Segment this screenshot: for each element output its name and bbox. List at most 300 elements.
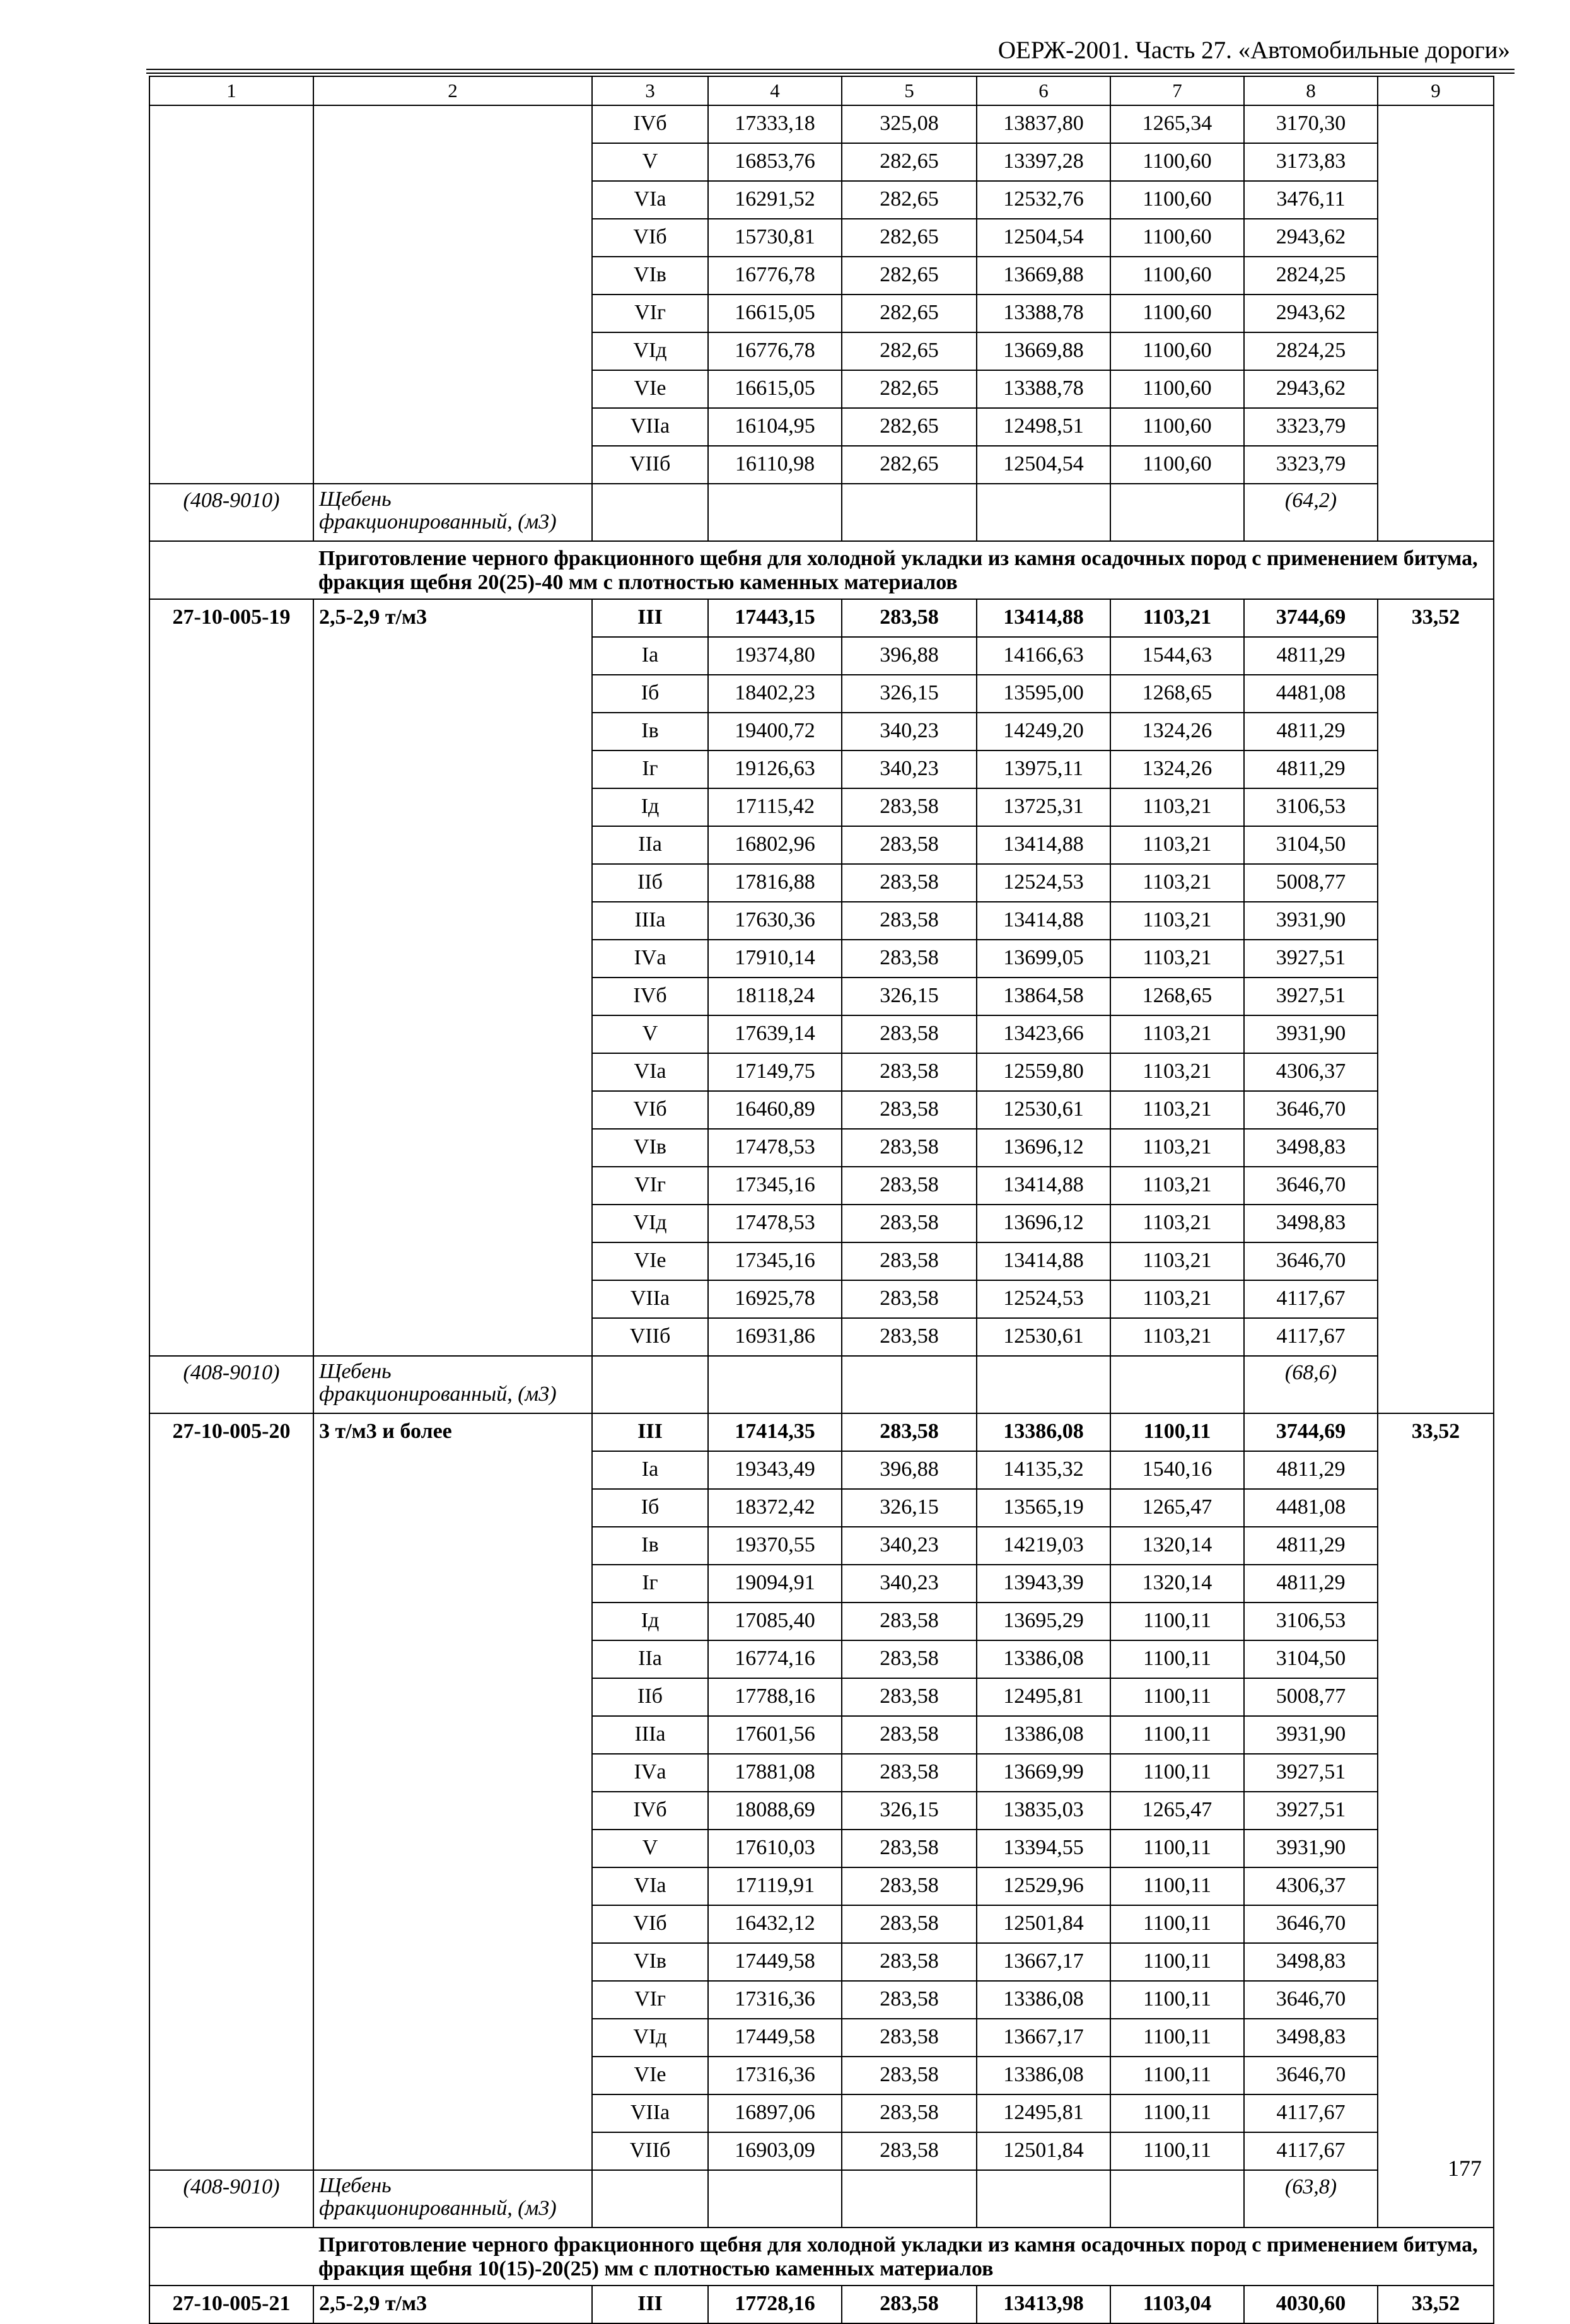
col7-cell: 1100,11	[1110, 1905, 1244, 1943]
col5-cell: 283,58	[842, 788, 977, 826]
col4-cell: 17630,36	[708, 902, 842, 940]
col6-cell: 13835,03	[977, 1792, 1110, 1830]
col4-cell: 16776,78	[708, 332, 842, 370]
col4-cell: 17449,58	[708, 2019, 842, 2057]
col7-cell: 1100,11	[1110, 2057, 1244, 2094]
col4-cell: 15730,81	[708, 219, 842, 257]
col7-cell: 1320,14	[1110, 1527, 1244, 1565]
col8-cell: 4811,29	[1244, 713, 1378, 750]
col6-cell: 14249,20	[977, 713, 1110, 750]
col5-cell: 283,58	[842, 2286, 977, 2323]
rate-row	[149, 1413, 1494, 1451]
empty-cell	[842, 484, 977, 541]
col4-cell: 17149,75	[708, 1053, 842, 1091]
col5-cell: 283,58	[842, 1129, 977, 1167]
column-number: 3	[592, 76, 708, 105]
col8-cell: 3931,90	[1244, 1015, 1378, 1053]
zone-cell: VIб	[592, 1905, 708, 1943]
col8-cell: 3106,53	[1244, 1603, 1378, 1640]
col4-cell: 18088,69	[708, 1792, 842, 1830]
empty-cell	[977, 1356, 1110, 1413]
empty-cell	[592, 2170, 708, 2228]
col8-cell: 3498,83	[1244, 1129, 1378, 1167]
col8-cell: 3476,11	[1244, 181, 1378, 219]
col5-cell: 282,65	[842, 295, 977, 332]
col9-cell: 33,52	[1378, 2286, 1494, 2323]
col8-cell: 3927,51	[1244, 1792, 1378, 1830]
column-number: 5	[842, 76, 977, 105]
zone-cell: Iв	[592, 1527, 708, 1565]
rate-description: 2,5-2,9 т/м3	[313, 599, 592, 1356]
col4-cell: 17345,16	[708, 1167, 842, 1205]
col7-cell: 1268,65	[1110, 978, 1244, 1015]
zone-cell: VIIб	[592, 2132, 708, 2170]
zone-cell: VIе	[592, 370, 708, 408]
zone-cell: V	[592, 1015, 708, 1053]
zone-cell: Iб	[592, 675, 708, 713]
zone-cell: VIг	[592, 1981, 708, 2019]
col8-cell: 4811,29	[1244, 1565, 1378, 1603]
col8-cell: 4481,08	[1244, 675, 1378, 713]
zone-cell: IVб	[592, 978, 708, 1015]
col5-cell: 340,23	[842, 1527, 977, 1565]
col8-cell: 2943,62	[1244, 370, 1378, 408]
col6-cell: 13414,88	[977, 1167, 1110, 1205]
col4-cell: 17881,08	[708, 1754, 842, 1792]
section-heading-row	[149, 2228, 1494, 2286]
col8-cell: 4481,08	[1244, 1489, 1378, 1527]
col6-cell: 12530,61	[977, 1318, 1110, 1356]
material-quantity: (64,2)	[1244, 484, 1378, 541]
col4-cell: 19126,63	[708, 750, 842, 788]
col4-cell: 19094,91	[708, 1565, 842, 1603]
col7-cell: 1103,21	[1110, 599, 1244, 637]
col7-cell: 1544,63	[1110, 637, 1244, 675]
col4-cell: 16432,12	[708, 1905, 842, 1943]
column-number: 4	[708, 76, 842, 105]
rate-code: 27-10-005-20	[149, 1413, 313, 2170]
col5-cell: 282,65	[842, 408, 977, 446]
col6-cell: 13397,28	[977, 143, 1110, 181]
empty-cell	[1110, 1356, 1244, 1413]
col5-cell: 283,58	[842, 1091, 977, 1129]
col4-cell: 19370,55	[708, 1527, 842, 1565]
section-title: Приготовление черного фракционного щебня для холодной укладки из камня осадочных пород с применением битума, фракция щебня 20(25)-40 мм с плотностью каменных материалов	[313, 541, 1494, 599]
col4-cell: 16903,09	[708, 2132, 842, 2170]
col4-cell: 17910,14	[708, 940, 842, 978]
col4-cell: 17601,56	[708, 1716, 842, 1754]
col8-cell: 3173,83	[1244, 143, 1378, 181]
col5-cell: 283,58	[842, 1754, 977, 1792]
col8-cell: 3498,83	[1244, 1205, 1378, 1242]
col8-cell: 3104,50	[1244, 1640, 1378, 1678]
col7-cell: 1103,21	[1110, 1205, 1244, 1242]
col5-cell: 340,23	[842, 1565, 977, 1603]
col6-cell: 13667,17	[977, 2019, 1110, 2057]
col6-cell: 13695,29	[977, 1603, 1110, 1640]
col8-cell: 3927,51	[1244, 1754, 1378, 1792]
col5-cell: 396,88	[842, 637, 977, 675]
col4-cell: 17478,53	[708, 1205, 842, 1242]
zone-cell: V	[592, 143, 708, 181]
col5-cell: 282,65	[842, 219, 977, 257]
col8-cell: 3646,70	[1244, 1981, 1378, 2019]
zone-cell: VIд	[592, 332, 708, 370]
col8-cell: 4811,29	[1244, 637, 1378, 675]
col4-cell: 17115,42	[708, 788, 842, 826]
col7-cell: 1100,11	[1110, 1413, 1244, 1451]
zone-cell: VIIа	[592, 408, 708, 446]
col6-cell: 12524,53	[977, 1280, 1110, 1318]
col6-cell: 13975,11	[977, 750, 1110, 788]
col4-cell: 16774,16	[708, 1640, 842, 1678]
col7-cell: 1100,60	[1110, 257, 1244, 295]
col6-cell: 13669,99	[977, 1754, 1110, 1792]
col6-cell: 13696,12	[977, 1205, 1110, 1242]
col5-cell: 283,58	[842, 1242, 977, 1280]
col7-cell: 1100,11	[1110, 1640, 1244, 1678]
col6-cell: 13386,08	[977, 1413, 1110, 1451]
col7-cell: 1103,21	[1110, 788, 1244, 826]
col4-cell: 16897,06	[708, 2094, 842, 2132]
col7-cell: 1268,65	[1110, 675, 1244, 713]
col5-cell: 340,23	[842, 713, 977, 750]
column-number: 6	[977, 76, 1110, 105]
col7-cell: 1320,14	[1110, 1565, 1244, 1603]
col5-cell: 283,58	[842, 2057, 977, 2094]
col6-cell: 12495,81	[977, 1678, 1110, 1716]
zone-cell: Iб	[592, 1489, 708, 1527]
zone-cell: Iа	[592, 1451, 708, 1489]
col4-cell: 17788,16	[708, 1678, 842, 1716]
zone-cell: VIа	[592, 1053, 708, 1091]
material-code: (408-9010)	[149, 484, 313, 541]
zone-cell: IVб	[592, 1792, 708, 1830]
col5-cell: 283,58	[842, 1603, 977, 1640]
col6-cell: 14135,32	[977, 1451, 1110, 1489]
zone-cell: V	[592, 1830, 708, 1867]
col6-cell: 13595,00	[977, 675, 1110, 713]
rate-description: 3 т/м3 и более	[313, 1413, 592, 2170]
col8-cell: 4117,67	[1244, 1280, 1378, 1318]
col7-cell: 1100,11	[1110, 1981, 1244, 2019]
zone-cell: VIг	[592, 295, 708, 332]
col5-cell: 282,65	[842, 257, 977, 295]
zone-cell: VIа	[592, 1867, 708, 1905]
col4-cell: 17728,16	[708, 2286, 842, 2323]
col6-cell: 13943,39	[977, 1565, 1110, 1603]
col7-cell: 1103,21	[1110, 1015, 1244, 1053]
zone-cell: VIIб	[592, 1318, 708, 1356]
material-description: Щебень фракционированный, (м3)	[313, 1356, 592, 1413]
col4-cell: 19374,80	[708, 637, 842, 675]
rate-code: 27-10-005-21	[149, 2286, 313, 2323]
column-number: 1	[149, 76, 313, 105]
col5-cell: 283,58	[842, 1867, 977, 1905]
section-title: Приготовление черного фракционного щебня для холодной укладки из камня осадочных пород с применением битума, фракция щебня 10(15)-20(25) мм с плотностью каменных материалов	[313, 2228, 1494, 2286]
empty-cell	[149, 105, 313, 484]
zone-cell: VIд	[592, 2019, 708, 2057]
col7-cell: 1265,47	[1110, 1489, 1244, 1527]
col6-cell: 13386,08	[977, 1640, 1110, 1678]
col8-cell: 4811,29	[1244, 1451, 1378, 1489]
col8-cell: 3646,70	[1244, 1167, 1378, 1205]
empty-cell	[977, 2170, 1110, 2228]
col5-cell: 325,08	[842, 105, 977, 143]
zone-cell: IVб	[592, 105, 708, 143]
col9-cell: 33,52	[1378, 1413, 1494, 2228]
zone-cell: IIIа	[592, 1716, 708, 1754]
section-heading-row	[149, 541, 1494, 599]
material-note-row	[149, 484, 1494, 541]
col6-cell: 12559,80	[977, 1053, 1110, 1091]
col7-cell: 1100,60	[1110, 370, 1244, 408]
col7-cell: 1103,21	[1110, 1091, 1244, 1129]
col7-cell: 1100,11	[1110, 1716, 1244, 1754]
material-description: Щебень фракционированный, (м3)	[313, 2170, 592, 2228]
col5-cell: 283,58	[842, 1205, 977, 1242]
col8-cell: 4306,37	[1244, 1053, 1378, 1091]
col7-cell: 1100,11	[1110, 2132, 1244, 2170]
col6-cell: 13414,88	[977, 599, 1110, 637]
col6-cell: 13699,05	[977, 940, 1110, 978]
rate-row	[149, 105, 1494, 143]
page-number: 177	[1448, 2156, 1482, 2181]
col5-cell: 326,15	[842, 675, 977, 713]
col8-cell: 4306,37	[1244, 1867, 1378, 1905]
col6-cell: 12532,76	[977, 181, 1110, 219]
col8-cell: 3646,70	[1244, 2057, 1378, 2094]
column-number: 2	[313, 76, 592, 105]
col4-cell: 17443,15	[708, 599, 842, 637]
empty-cell	[1110, 2170, 1244, 2228]
empty-cell	[708, 2170, 842, 2228]
col4-cell: 17449,58	[708, 1943, 842, 1981]
col5-cell: 282,65	[842, 446, 977, 484]
zone-cell: VIа	[592, 181, 708, 219]
col5-cell: 283,58	[842, 1678, 977, 1716]
col8-cell: 2824,25	[1244, 257, 1378, 295]
col8-cell: 4030,60	[1244, 2286, 1378, 2323]
col7-cell: 1100,60	[1110, 181, 1244, 219]
col5-cell: 283,58	[842, 2094, 977, 2132]
zone-cell: VIе	[592, 1242, 708, 1280]
col8-cell: 3646,70	[1244, 1091, 1378, 1129]
col8-cell: 3646,70	[1244, 1905, 1378, 1943]
col8-cell: 3931,90	[1244, 902, 1378, 940]
empty-cell	[842, 2170, 977, 2228]
col5-cell: 283,58	[842, 1280, 977, 1318]
col6-cell: 12530,61	[977, 1091, 1110, 1129]
col6-cell: 13565,19	[977, 1489, 1110, 1527]
col8-cell: 3498,83	[1244, 2019, 1378, 2057]
rate-description: 2,5-2,9 т/м3	[313, 2286, 592, 2323]
col7-cell: 1103,21	[1110, 864, 1244, 902]
zone-cell: VIг	[592, 1167, 708, 1205]
col7-cell: 1103,21	[1110, 902, 1244, 940]
zone-cell: VIб	[592, 1091, 708, 1129]
table-body	[149, 76, 1494, 2323]
header-rule	[146, 69, 1515, 70]
col7-cell: 1103,21	[1110, 1318, 1244, 1356]
zone-cell: VIIб	[592, 446, 708, 484]
zone-cell: Iд	[592, 788, 708, 826]
zone-cell: Iв	[592, 713, 708, 750]
material-note-row	[149, 1356, 1494, 1413]
zone-cell: IIб	[592, 864, 708, 902]
empty-cell	[708, 484, 842, 541]
zone-cell: IVа	[592, 1754, 708, 1792]
column-number-row	[149, 76, 1494, 105]
column-number: 9	[1378, 76, 1494, 105]
zone-cell: VIб	[592, 219, 708, 257]
col6-cell: 12501,84	[977, 1905, 1110, 1943]
col7-cell: 1100,60	[1110, 408, 1244, 446]
page-header-title: ОЕРЖ-2001. Часть 27. «Автомобильные дороги»	[997, 37, 1510, 64]
col6-cell: 13386,08	[977, 1716, 1110, 1754]
col9-cell	[1378, 105, 1494, 541]
col6-cell: 13388,78	[977, 370, 1110, 408]
col6-cell: 12501,84	[977, 2132, 1110, 2170]
col8-cell: 3498,83	[1244, 1943, 1378, 1981]
col4-cell: 18402,23	[708, 675, 842, 713]
col6-cell: 13669,88	[977, 257, 1110, 295]
col4-cell: 16291,52	[708, 181, 842, 219]
col8-cell: 4117,67	[1244, 2132, 1378, 2170]
col7-cell: 1100,11	[1110, 2094, 1244, 2132]
col5-cell: 396,88	[842, 1451, 977, 1489]
rates-table	[149, 76, 1494, 2324]
empty-cell	[592, 484, 708, 541]
col7-cell: 1100,11	[1110, 1754, 1244, 1792]
column-number: 7	[1110, 76, 1244, 105]
col5-cell: 283,58	[842, 1905, 977, 1943]
col7-cell: 1540,16	[1110, 1451, 1244, 1489]
rate-row	[149, 599, 1494, 637]
col7-cell: 1100,11	[1110, 1678, 1244, 1716]
col6-cell: 13413,98	[977, 2286, 1110, 2323]
col7-cell: 1265,47	[1110, 1792, 1244, 1830]
col8-cell: 4811,29	[1244, 1527, 1378, 1565]
col8-cell: 3323,79	[1244, 408, 1378, 446]
col4-cell: 17316,36	[708, 1981, 842, 2019]
column-number: 8	[1244, 76, 1378, 105]
col4-cell: 16615,05	[708, 295, 842, 332]
col5-cell: 326,15	[842, 978, 977, 1015]
col5-cell: 283,58	[842, 1167, 977, 1205]
col6-cell: 13394,55	[977, 1830, 1110, 1867]
col8-cell: 4117,67	[1244, 2094, 1378, 2132]
col8-cell: 3646,70	[1244, 1242, 1378, 1280]
col4-cell: 17333,18	[708, 105, 842, 143]
col5-cell: 326,15	[842, 1489, 977, 1527]
col8-cell: 5008,77	[1244, 1678, 1378, 1716]
col4-cell: 16776,78	[708, 257, 842, 295]
col8-cell: 2943,62	[1244, 219, 1378, 257]
col4-cell: 17816,88	[708, 864, 842, 902]
col4-cell: 16802,96	[708, 826, 842, 864]
col6-cell: 12498,51	[977, 408, 1110, 446]
col9-cell: 33,52	[1378, 599, 1494, 1413]
material-quantity: (63,8)	[1244, 2170, 1378, 2228]
col4-cell: 16615,05	[708, 370, 842, 408]
zone-cell: III	[592, 2286, 708, 2323]
col7-cell: 1103,21	[1110, 1167, 1244, 1205]
rate-code: 27-10-005-19	[149, 599, 313, 1356]
col8-cell: 5008,77	[1244, 864, 1378, 902]
col8-cell: 2943,62	[1244, 295, 1378, 332]
col7-cell: 1100,60	[1110, 332, 1244, 370]
col7-cell: 1100,60	[1110, 219, 1244, 257]
col7-cell: 1103,21	[1110, 940, 1244, 978]
col6-cell: 13725,31	[977, 788, 1110, 826]
zone-cell: VIе	[592, 2057, 708, 2094]
col6-cell: 13669,88	[977, 332, 1110, 370]
col4-cell: 16931,86	[708, 1318, 842, 1356]
col8-cell: 2824,25	[1244, 332, 1378, 370]
col6-cell: 12529,96	[977, 1867, 1110, 1905]
col4-cell: 16925,78	[708, 1280, 842, 1318]
col7-cell: 1100,60	[1110, 143, 1244, 181]
col6-cell: 13667,17	[977, 1943, 1110, 1981]
col4-cell: 16104,95	[708, 408, 842, 446]
zone-cell: IIа	[592, 826, 708, 864]
empty-cell	[842, 1356, 977, 1413]
col5-cell: 283,58	[842, 940, 977, 978]
col6-cell: 13414,88	[977, 902, 1110, 940]
col4-cell: 17345,16	[708, 1242, 842, 1280]
col7-cell: 1103,21	[1110, 1129, 1244, 1167]
material-quantity: (68,6)	[1244, 1356, 1378, 1413]
col5-cell: 283,58	[842, 1318, 977, 1356]
col4-cell: 17316,36	[708, 2057, 842, 2094]
col4-cell: 17085,40	[708, 1603, 842, 1640]
zone-cell: VIIа	[592, 1280, 708, 1318]
col6-cell: 13386,08	[977, 2057, 1110, 2094]
col4-cell: 17610,03	[708, 1830, 842, 1867]
material-code: (408-9010)	[149, 1356, 313, 1413]
col4-cell: 17119,91	[708, 1867, 842, 1905]
col4-cell: 19343,49	[708, 1451, 842, 1489]
zone-cell: Iд	[592, 1603, 708, 1640]
col4-cell: 17639,14	[708, 1015, 842, 1053]
col5-cell: 283,58	[842, 2132, 977, 2170]
zone-cell: VIв	[592, 257, 708, 295]
col5-cell: 282,65	[842, 370, 977, 408]
col7-cell: 1103,21	[1110, 826, 1244, 864]
col6-cell: 13414,88	[977, 826, 1110, 864]
zone-cell: Iа	[592, 637, 708, 675]
col8-cell: 4117,67	[1244, 1318, 1378, 1356]
zone-cell: IIа	[592, 1640, 708, 1678]
col8-cell: 3931,90	[1244, 1830, 1378, 1867]
zone-cell: IIIа	[592, 902, 708, 940]
empty-cell	[149, 541, 313, 599]
col7-cell: 1324,26	[1110, 750, 1244, 788]
col4-cell: 16853,76	[708, 143, 842, 181]
empty-cell	[977, 484, 1110, 541]
material-note-row	[149, 2170, 1494, 2228]
col5-cell: 282,65	[842, 181, 977, 219]
col6-cell: 12495,81	[977, 2094, 1110, 2132]
col7-cell: 1100,60	[1110, 446, 1244, 484]
col5-cell: 283,58	[842, 1981, 977, 2019]
material-description: Щебень фракционированный, (м3)	[313, 484, 592, 541]
zone-cell: Iг	[592, 750, 708, 788]
col4-cell: 18372,42	[708, 1489, 842, 1527]
col5-cell: 283,58	[842, 864, 977, 902]
col4-cell: 16110,98	[708, 446, 842, 484]
